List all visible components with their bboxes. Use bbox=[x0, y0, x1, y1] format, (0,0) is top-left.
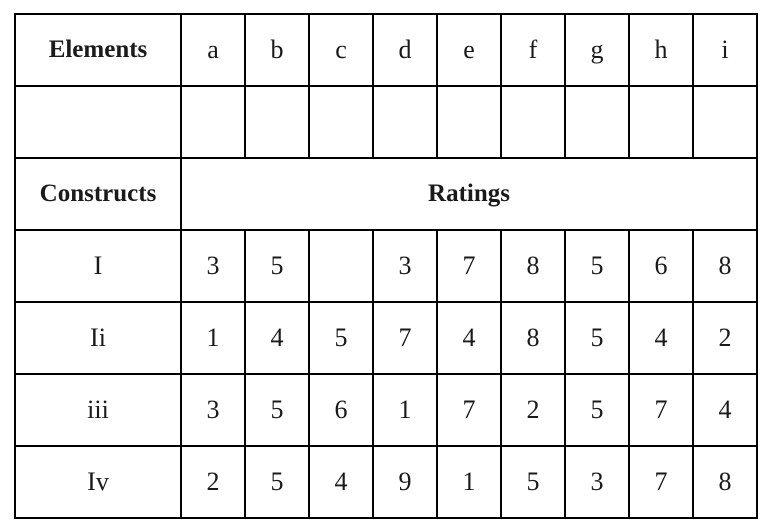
empty-cell bbox=[565, 86, 629, 158]
rating-cell: 2 bbox=[693, 302, 757, 374]
construct-label: Iv bbox=[15, 446, 181, 518]
rating-cell: 5 bbox=[565, 302, 629, 374]
rating-cell: 5 bbox=[565, 230, 629, 302]
rating-cell: 7 bbox=[437, 374, 501, 446]
rating-cell: 9 bbox=[373, 446, 437, 518]
construct-label: I bbox=[15, 230, 181, 302]
rating-cell: 5 bbox=[245, 374, 309, 446]
element-header: h bbox=[629, 14, 693, 86]
rating-cell: 8 bbox=[693, 230, 757, 302]
rating-cell: 5 bbox=[245, 446, 309, 518]
element-header: f bbox=[501, 14, 565, 86]
construct-label: Ii bbox=[15, 302, 181, 374]
rating-cell: 6 bbox=[309, 374, 373, 446]
rating-cell: 8 bbox=[501, 302, 565, 374]
rating-cell bbox=[309, 230, 373, 302]
rating-cell: 3 bbox=[565, 446, 629, 518]
construct-row bbox=[15, 230, 757, 302]
rating-cell: 4 bbox=[245, 302, 309, 374]
empty-row bbox=[15, 86, 757, 158]
rating-cell: 7 bbox=[629, 446, 693, 518]
element-header: i bbox=[693, 14, 757, 86]
elements-label: Elements bbox=[15, 14, 181, 86]
repertory-grid-table bbox=[14, 13, 758, 519]
rating-cell: 2 bbox=[181, 446, 245, 518]
element-header: a bbox=[181, 14, 245, 86]
ratings-label: Ratings bbox=[181, 158, 757, 230]
rating-cell: 1 bbox=[373, 374, 437, 446]
element-header: e bbox=[437, 14, 501, 86]
construct-row bbox=[15, 374, 757, 446]
element-header: c bbox=[309, 14, 373, 86]
rating-cell: 7 bbox=[437, 230, 501, 302]
empty-cell bbox=[437, 86, 501, 158]
rating-cell: 1 bbox=[437, 446, 501, 518]
empty-cell bbox=[245, 86, 309, 158]
construct-row bbox=[15, 302, 757, 374]
rating-cell: 7 bbox=[373, 302, 437, 374]
rating-cell: 5 bbox=[501, 446, 565, 518]
empty-cell bbox=[181, 86, 245, 158]
empty-cell bbox=[15, 86, 181, 158]
empty-cell bbox=[309, 86, 373, 158]
empty-cell bbox=[373, 86, 437, 158]
rating-cell: 2 bbox=[501, 374, 565, 446]
rating-cell: 5 bbox=[565, 374, 629, 446]
rating-cell: 3 bbox=[181, 230, 245, 302]
rating-cell: 1 bbox=[181, 302, 245, 374]
rating-cell: 4 bbox=[693, 374, 757, 446]
rating-cell: 5 bbox=[245, 230, 309, 302]
construct-label: iii bbox=[15, 374, 181, 446]
constructs-label: Constructs bbox=[15, 158, 181, 230]
rating-cell: 7 bbox=[629, 374, 693, 446]
rating-cell: 4 bbox=[309, 446, 373, 518]
empty-cell bbox=[693, 86, 757, 158]
empty-cell bbox=[501, 86, 565, 158]
rating-cell: 5 bbox=[309, 302, 373, 374]
rating-cell: 4 bbox=[629, 302, 693, 374]
rating-cell: 4 bbox=[437, 302, 501, 374]
construct-row bbox=[15, 446, 757, 518]
rating-cell: 6 bbox=[629, 230, 693, 302]
rating-cell: 3 bbox=[181, 374, 245, 446]
element-header: g bbox=[565, 14, 629, 86]
element-header: b bbox=[245, 14, 309, 86]
elements-header-row bbox=[15, 14, 757, 86]
rating-cell: 8 bbox=[693, 446, 757, 518]
constructs-header-row bbox=[15, 158, 757, 230]
empty-cell bbox=[629, 86, 693, 158]
rating-cell: 8 bbox=[501, 230, 565, 302]
element-header: d bbox=[373, 14, 437, 86]
rating-cell: 3 bbox=[373, 230, 437, 302]
